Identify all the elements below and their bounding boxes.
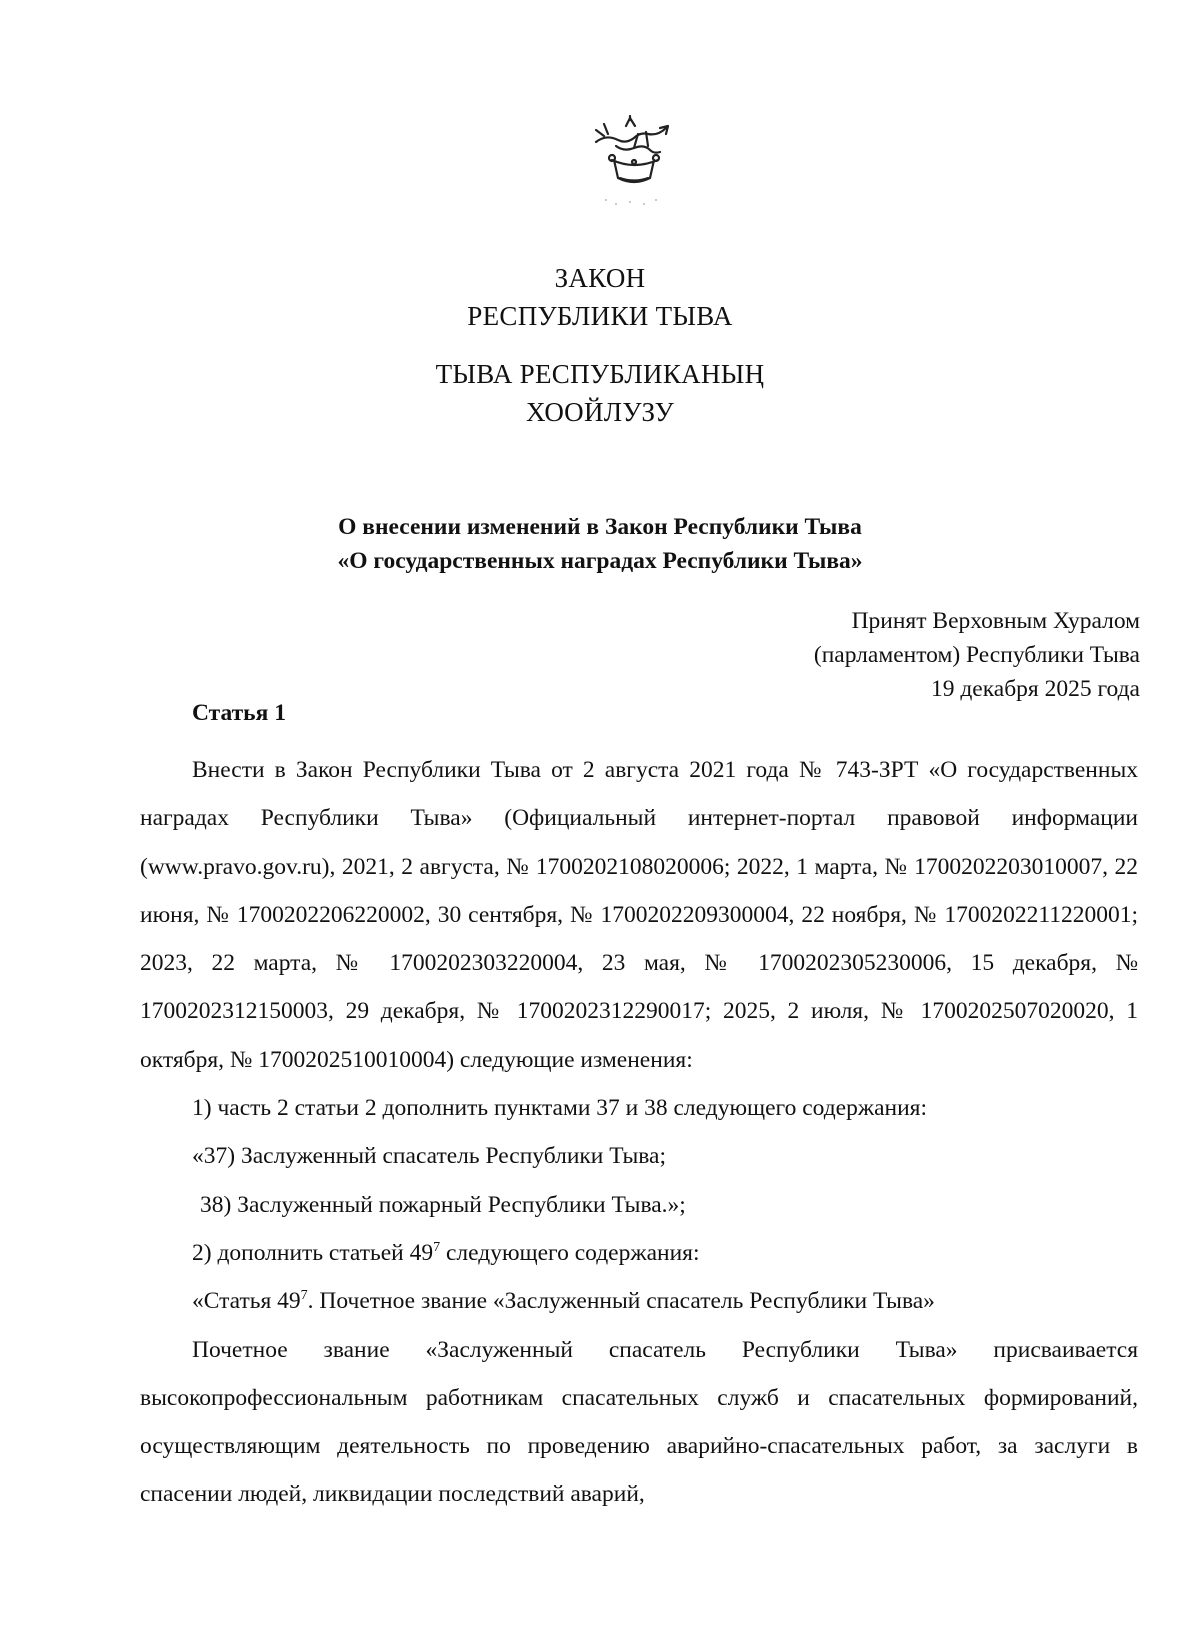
amendment-item-2-sup: 7 [433, 1240, 441, 1256]
amendment-item-2 [140, 1229, 1138, 1277]
amendment-item-2-suffix: следующего содержания: [440, 1239, 700, 1266]
law-title-tyv-line2: ХООЙЛУЗУ [525, 397, 675, 427]
adoption-note-line1: Принят Верховным Хуралом [851, 608, 1140, 634]
law-subject-line1: О внесении изменений в Закон Республики Тыва [338, 514, 862, 540]
law-title-ru-line1: ЗАКОН [554, 263, 646, 293]
article-body [140, 746, 1138, 1519]
new-article-heading [140, 1277, 1138, 1325]
amendment-item-1: 1) часть 2 статьи 2 дополнить пунктами 37 и 38 следующего содержания: [192, 1095, 928, 1122]
adoption-note [620, 604, 1140, 706]
new-article-heading-sup: 7 [300, 1288, 308, 1304]
new-article-heading-suffix: . Почетное звание «Заслуженный спасатель Республики Тыва» [307, 1288, 935, 1315]
amendment-point-38: 38) Заслуженный пожарный Республики Тыва.»; [200, 1191, 686, 1218]
coat-of-arms-emblem-icon [586, 112, 682, 222]
adoption-note-line2: (парламентом) Республики Тыва [813, 642, 1140, 668]
adoption-date: 19 декабря 2025 года [930, 676, 1140, 702]
article-intro-paragraph: Внести в Закон Республики Тыва от 2 августа 2021 года № 743-ЗРТ «О государственных наградах Республики Тыва» (Официальный интернет-портал правовой информации (www.pravo.gov.ru), 2021, 2 августа, № 1700202108020006; 2022, 1 марта, № 1700202203010007, 22 июня, № 1700202206220002, 30 сентября, № 1700202209300004, 22 ноября, № 1700202211220001; 2023, 22 марта, № 1700202303220004, 23 мая, № 1700202305230006, 15 декабря, № 1700202312150003, 29 декабря, № 1700202312290017; 2025, 2 июля, № 1700202507020020, 1 октября, № 1700202510010004) следующие изменения: [140, 757, 1138, 1073]
amendment-item-2-prefix: 2) дополнить статьей 49 [192, 1239, 434, 1266]
law-subject-line2: «О государственных наградах Республики Тыва» [337, 548, 863, 574]
new-article-heading-prefix: «Статья 49 [192, 1288, 301, 1315]
law-title-tyv-line1: ТЫВА РЕСПУБЛИКАНЫҢ [435, 359, 765, 389]
law-subject [0, 510, 1200, 578]
amendment-point-37: «37) Заслуженный спасатель Республики Тыва; [192, 1143, 666, 1170]
new-article-body: Почетное звание «Заслуженный спасатель Республики Тыва» присваивается высокопрофессиональным работникам спасательных служб и спасательных формирований, осуществляющим деятельность по проведению аварийно-спасательных работ, за заслуги в спасении людей, ликвидации последствий аварий, [140, 1336, 1138, 1508]
article-heading: Статья 1 [192, 700, 286, 726]
law-title-ru-line2: РЕСПУБЛИКИ ТЫВА [467, 301, 733, 331]
